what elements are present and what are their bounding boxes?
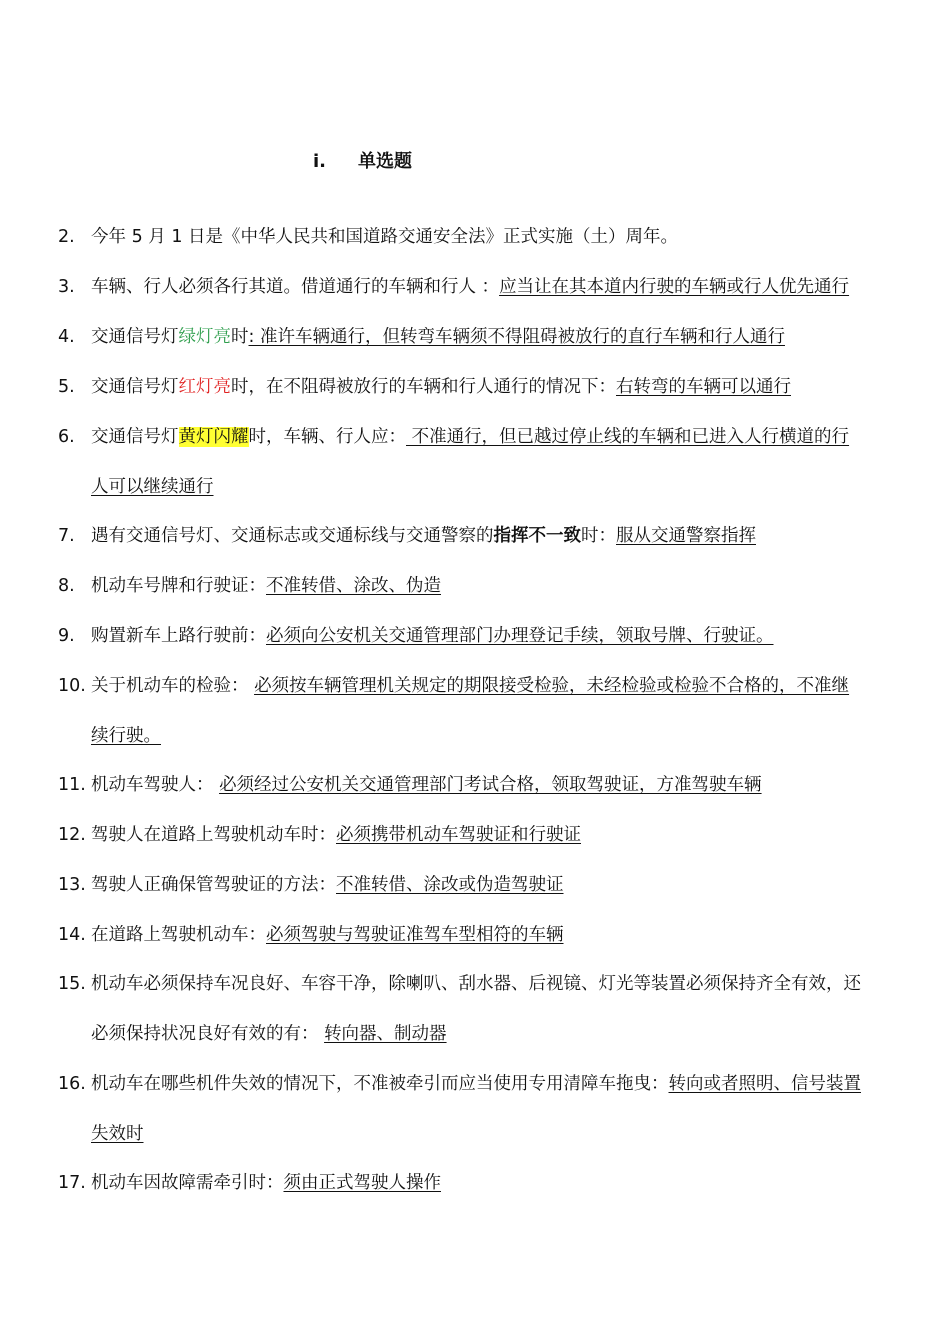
question-text: 关于机动车的检验： (91, 676, 255, 696)
yellow-light-highlight: 黄灯闪耀 (178, 427, 249, 447)
item-number: 5. (58, 377, 75, 397)
list-item (58, 312, 938, 362)
item-number: 9. (58, 626, 75, 646)
question-text: 交通信号灯 (91, 327, 179, 347)
list-item (58, 362, 938, 412)
answer-text: 转向器、制动器 (324, 1024, 447, 1044)
list-item (58, 661, 938, 761)
item-number: 7. (58, 526, 75, 546)
item-number: 12. (58, 825, 86, 845)
item-number: 15. (58, 974, 86, 994)
question-text: 驾驶人正确保管驾驶证的方法： (91, 875, 336, 895)
item-number: 17. (58, 1173, 86, 1193)
item-number: 11. (58, 775, 86, 795)
question-text: 时，在不阻碍被放行的车辆和行人通行的情况下： (231, 377, 616, 397)
list-item (58, 611, 938, 661)
question-text: 购置新车上路行驶前： (91, 626, 266, 646)
answer-text-continued: 失效时 (91, 1124, 144, 1144)
answer-text: 不准转借、涂改或伪造驾驶证 (336, 875, 564, 895)
list-item (58, 212, 938, 262)
question-text: 时，车辆、行人应： (248, 427, 406, 447)
question-text: 交通信号灯 (91, 427, 179, 447)
item-number: 6. (58, 427, 75, 447)
answer-text: 服从交通警察指挥 (616, 526, 756, 546)
section-title: 单选题 (358, 151, 412, 172)
item-number: 8. (58, 576, 75, 596)
answer-text: 必须经过公安机关交通管理部门考试合格，领取驾驶证，方准驾驶车辆 (219, 775, 762, 795)
question-text: 机动车在哪些机件失效的情况下，不准被牵引而应当使用专用清障车拖曳： (91, 1074, 669, 1094)
item-number: 2. (58, 227, 75, 247)
item-number: 4. (58, 327, 75, 347)
list-item (58, 810, 938, 860)
answer-text: 右转弯的车辆可以通行 (616, 377, 791, 397)
question-text: 机动车因故障需牵引时： (91, 1173, 284, 1193)
item-number: 16. (58, 1074, 86, 1094)
item-number: 3. (58, 277, 75, 297)
answer-text: 必须向公安机关交通管理部门办理登记手续，领取号牌、行驶证。 (266, 626, 774, 646)
question-text: 驾驶人在道路上驾驶机动车时： (91, 825, 336, 845)
question-text: 机动车必须保持车况良好、车容干净，除喇叭、刮水器、后视镜、灯光等装置必须保持齐全有效，还 (91, 974, 861, 994)
answer-text: 应当让在其本道内行驶的车辆或行人优先通行 (499, 277, 850, 297)
question-text: 机动车号牌和行驶证： (91, 576, 266, 596)
answer-text: 必须按车辆管理机关规定的期限接受检验，未经检验或检验不合格的，不准继 (254, 676, 850, 696)
list-item (58, 511, 938, 561)
list-item (58, 1158, 938, 1208)
answer-text: 必须驾驶与驾驶证准驾车型相符的车辆 (266, 925, 564, 945)
list-item (58, 412, 938, 512)
list-item (58, 910, 938, 960)
answer-text: 必须携带机动车驾驶证和行驶证 (336, 825, 581, 845)
list-item (58, 760, 938, 810)
answer-text: 不准转借、涂改、伪造 (266, 576, 441, 596)
question-text: 交通信号灯 (91, 377, 179, 397)
answer-text: : 准许车辆通行，但转弯车辆须不得阻碍被放行的直行车辆和行人通行 (248, 327, 785, 347)
question-text: 在道路上驾驶机动车： (91, 925, 266, 945)
question-text: 时 (231, 327, 249, 347)
question-text: 遇有交通信号灯、交通标志或交通标线与交通警察的 (91, 526, 494, 546)
item-number: 13. (58, 875, 86, 895)
list-item (58, 1059, 938, 1159)
green-light-text: 绿灯亮 (178, 327, 231, 347)
answer-text-continued: 人可以继续通行 (91, 477, 214, 497)
section-number: i. (313, 151, 327, 172)
answer-text: 转向或者照明、信号装置 (668, 1074, 861, 1094)
question-text-continued: 必须保持状况良好有效的有： (91, 1024, 325, 1044)
item-number: 10. (58, 676, 86, 696)
question-text: 时： (581, 526, 616, 546)
bold-phrase: 指挥不一致 (493, 526, 581, 546)
answer-text: 不准通行，但已越过停止线的车辆和已进入人行横道的行 (406, 427, 850, 447)
item-number: 14. (58, 925, 86, 945)
answer-text: 须由正式驾驶人操作 (283, 1173, 441, 1193)
question-text: 今年 5 月 1 日是《中华人民共和国道路交通安全法》正式实施（土）周年。 (91, 227, 679, 247)
list-item (58, 860, 938, 910)
answer-text-continued: 续行驶。 (91, 726, 161, 746)
list-item (58, 561, 938, 611)
question-text: 车辆、行人必须各行其道。借道通行的车辆和行人 ： (91, 277, 500, 297)
question-text: 机动车驾驶人： (91, 775, 220, 795)
list-item (58, 959, 938, 1059)
red-light-text: 红灯亮 (178, 377, 231, 397)
list-item (58, 262, 938, 312)
